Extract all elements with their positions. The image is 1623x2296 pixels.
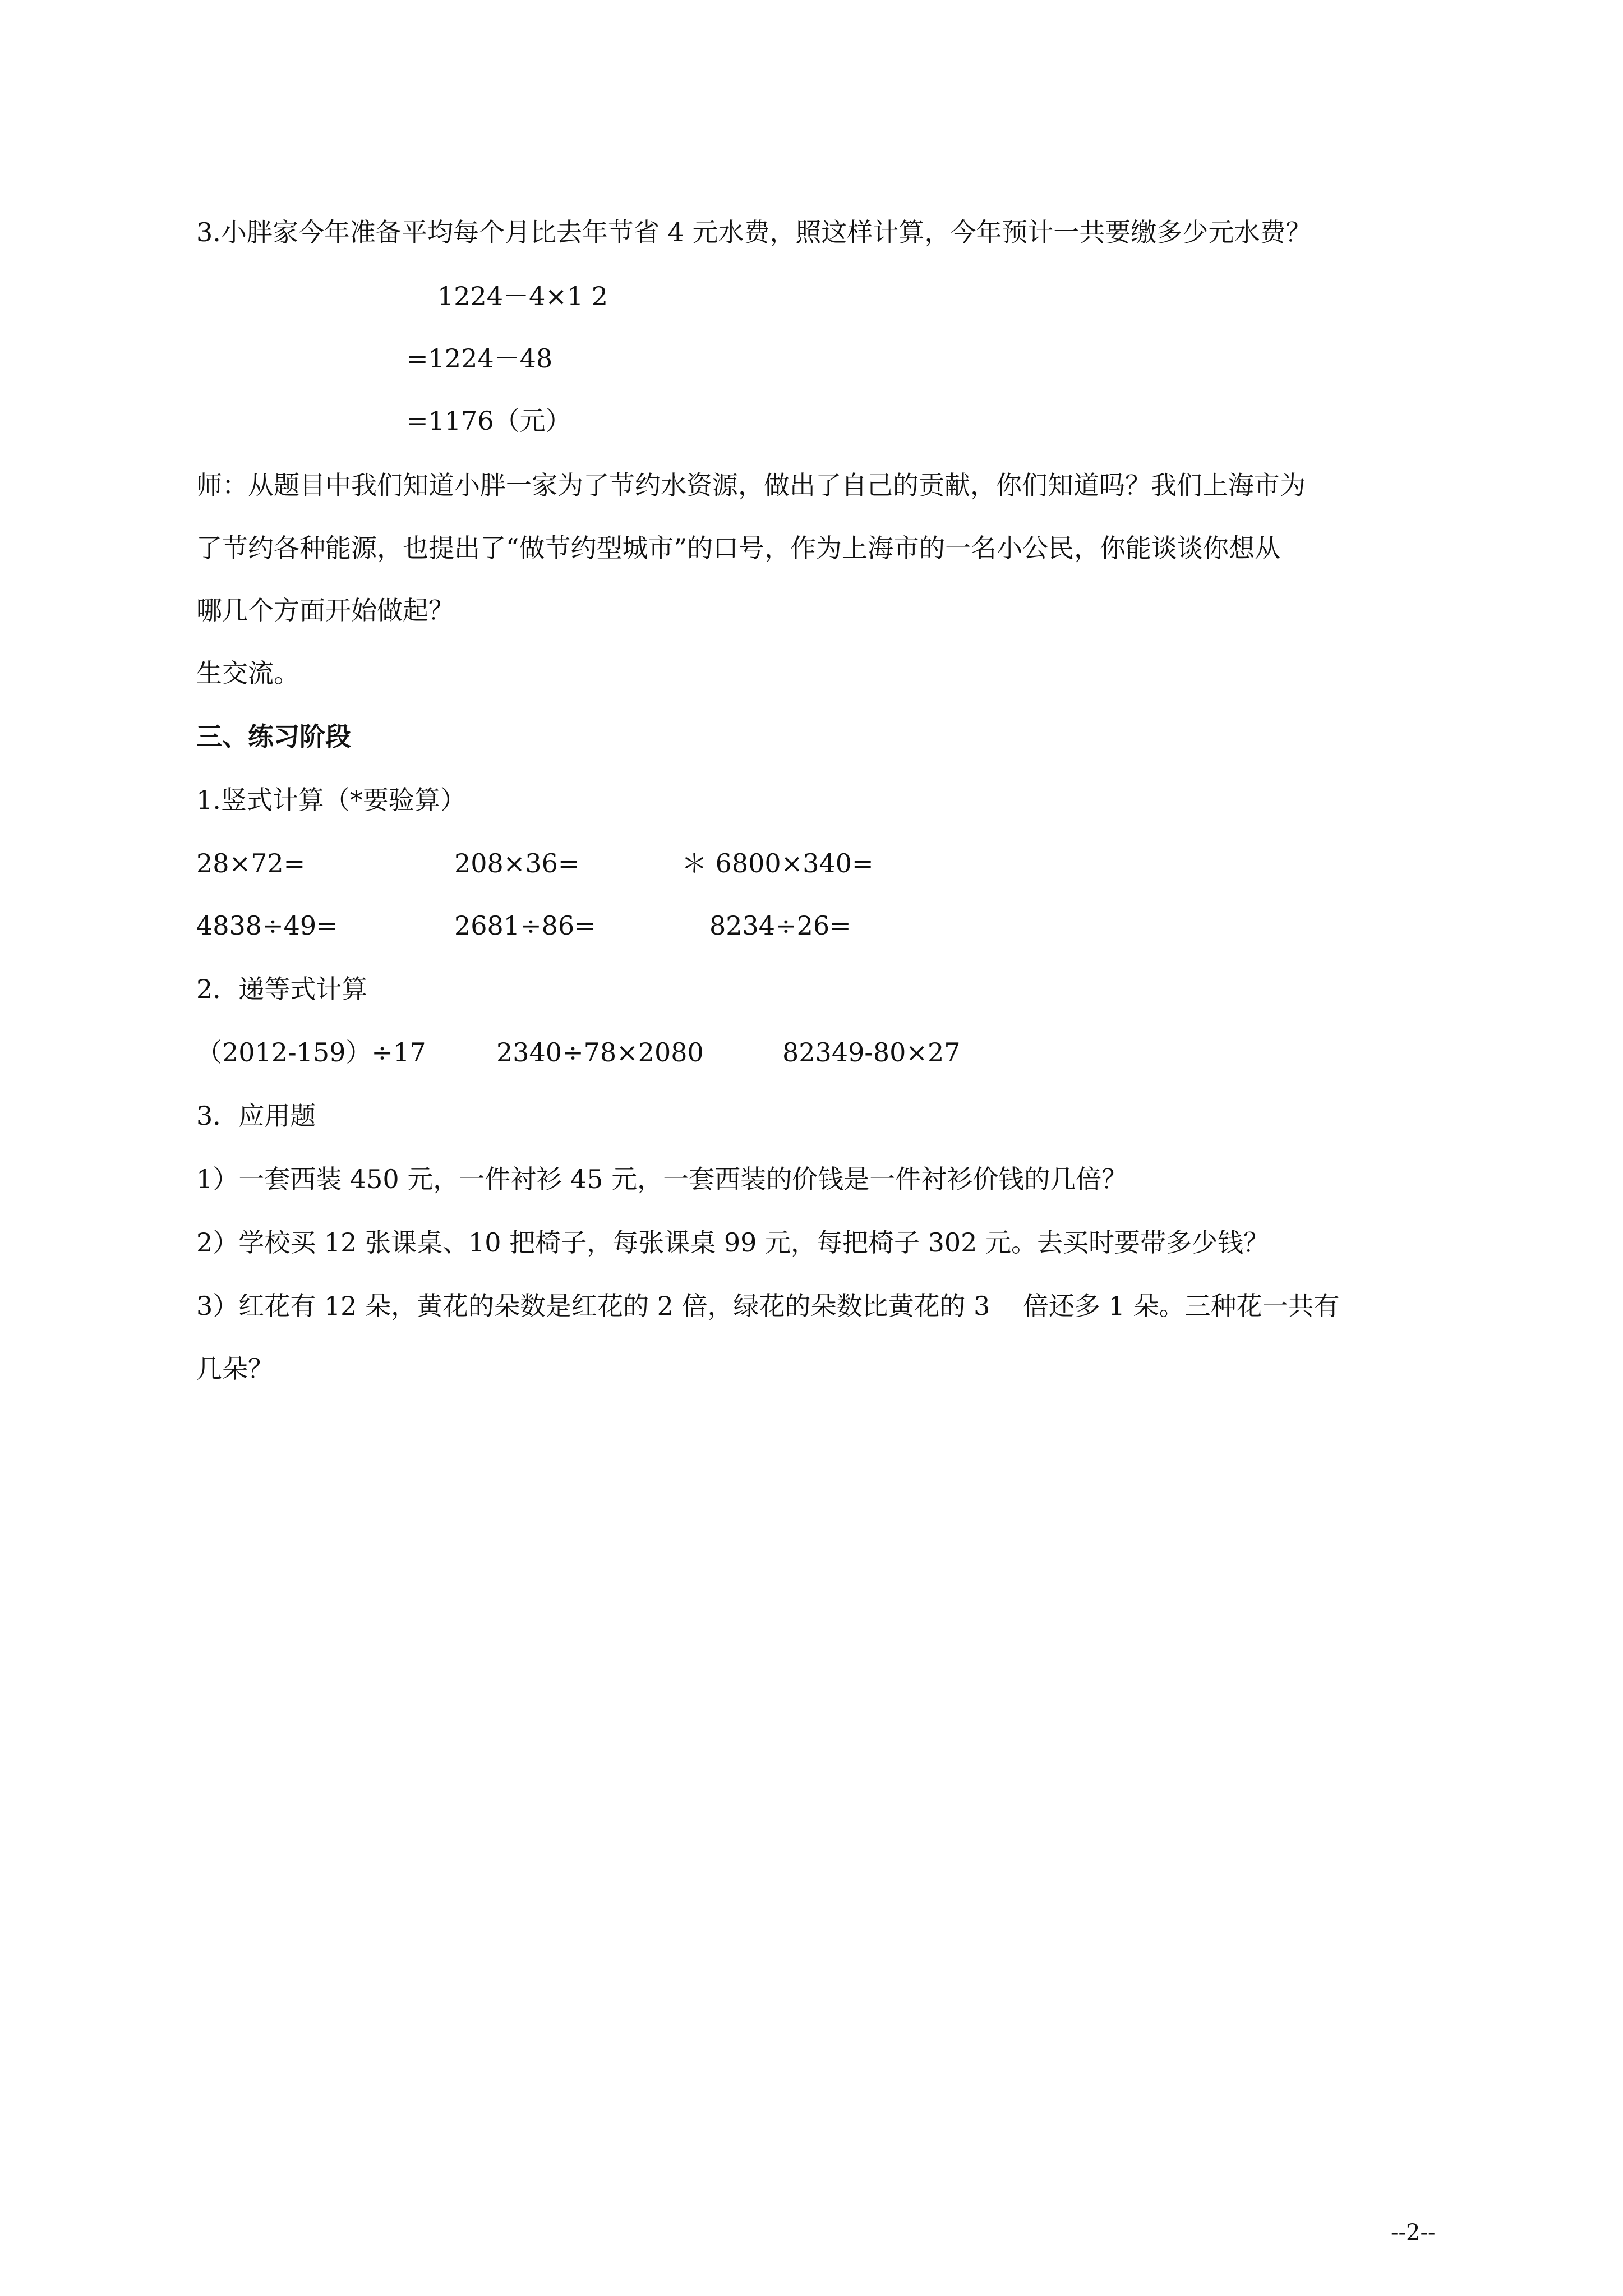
page-number: --2-- [1391, 2220, 1436, 2246]
section-title: 三、练习阶段 [196, 721, 351, 752]
part3-question-1: 1）一套西装 450 元，一件衬衫 45 元，一套西装的价钱是一件衬衫价钱的几倍？ [196, 1164, 1128, 1194]
calc-step-3: =1176（元） [407, 406, 571, 436]
part1-row1-item3: ＊ 6800×340= [681, 848, 874, 878]
part1-title: 1.竖式计算（*要验算） [196, 785, 466, 815]
part2-title: 2．递等式计算 [196, 974, 368, 1004]
part1-row1-item1: 28×72= [196, 848, 306, 878]
calc-step-1: 1224－4×1 2 [437, 281, 608, 311]
part1-row2-item3: 8234÷26= [709, 910, 851, 941]
part3-title: 3．应用题 [196, 1101, 316, 1131]
teacher-line-3: 哪几个方面开始做起？ [196, 595, 454, 625]
part2-item1: （2012-159）÷17 [196, 1037, 426, 1068]
student-response: 生交流。 [196, 658, 299, 688]
part2-item2: 2340÷78×2080 [496, 1037, 704, 1068]
teacher-line-2: 了节约各种能源，也提出了“做节约型城市”的口号，作为上海市的一名小公民，你能谈谈你想从 [196, 533, 1281, 563]
part1-row2-item1: 4838÷49= [196, 910, 338, 941]
calc-step-2: =1224－48 [407, 343, 553, 374]
part3-question-3-line1: 3）红花有 12 朵，黄花的朵数是红花的 2 倍，绿花的朵数比黄花的 3 倍还多 1 朵。三种花一共有 [196, 1291, 1340, 1321]
part1-row2-item2: 2681÷86= [454, 910, 596, 941]
part2-item3: 82349-80×27 [782, 1037, 961, 1068]
part3-question-3-line2: 几朵？ [196, 1354, 274, 1384]
part1-row1-item2: 208×36= [454, 848, 580, 878]
problem-3-question: 3.小胖家今年准备平均每个月比去年节省 4 元水费，照这样计算，今年预计一共要缴多少元水费？ [196, 217, 1312, 247]
teacher-line-1: 师：从题目中我们知道小胖一家为了节约水资源，做出了自己的贡献，你们知道吗？我们上海市为 [196, 470, 1306, 500]
part3-question-2: 2）学校买 12 张课桌、10 把椅子，每张课桌 99 元，每把椅子 302 元。去买时要带多少钱？ [196, 1227, 1270, 1258]
